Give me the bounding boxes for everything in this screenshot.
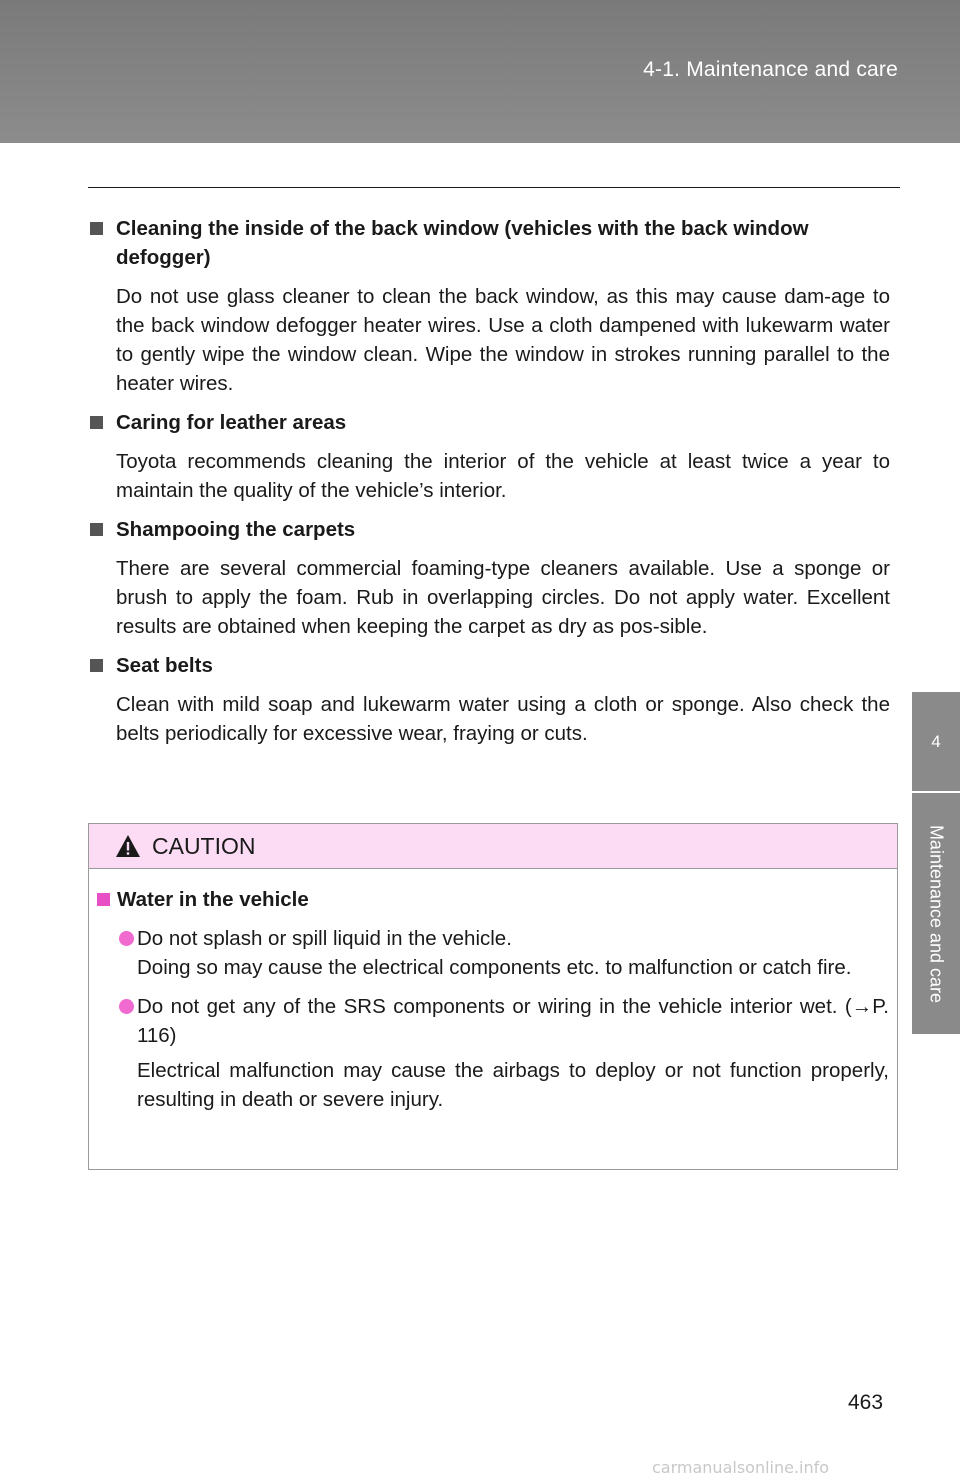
caution-bullet: Do not get any of the SRS components or wiring in the vehicle interior wet. (→P. 116) bbox=[97, 992, 889, 1050]
warning-triangle-icon bbox=[115, 834, 141, 858]
chapter-tab-number: 4 bbox=[912, 692, 960, 791]
round-bullet-icon bbox=[119, 999, 134, 1014]
square-bullet-icon bbox=[90, 659, 103, 672]
square-bullet-icon bbox=[90, 416, 103, 429]
watermark: carmanualsonline.info bbox=[652, 1458, 830, 1477]
section-heading-seat-belts: Seat belts bbox=[88, 651, 890, 680]
page-number: 463 bbox=[848, 1391, 884, 1414]
section-heading-leather: Caring for leather areas bbox=[88, 408, 890, 437]
section-heading-carpets: Shampooing the carpets bbox=[88, 515, 890, 544]
section-body-carpets: There are several commercial foaming-type cleaners available. Use a sponge or brush to apply the foam. Rub in overlapping circles. Do not apply water. Excellent results are obtained when keeping the carpet as dry as pos-sible. bbox=[116, 557, 890, 638]
header-rule bbox=[88, 187, 900, 188]
caution-bullet-detail: Electrical malfunction may cause the airbags to deploy or not function properly, resulting in death or severe injury. bbox=[137, 1059, 889, 1111]
caution-bullet: Do not splash or spill liquid in the vehicle. Doing so may cause the electrical components etc. to malfunction or catch fire. bbox=[97, 924, 889, 982]
caution-box bbox=[88, 823, 898, 1170]
round-bullet-icon bbox=[119, 931, 134, 946]
section-body-seat-belts: Clean with mild soap and lukewarm water using a cloth or sponge. Also check the belts periodically for excessive wear, fraying or cuts. bbox=[116, 693, 890, 745]
square-bullet-icon bbox=[97, 893, 110, 906]
caution-title: CAUTION bbox=[152, 833, 256, 859]
square-bullet-icon bbox=[90, 222, 103, 235]
chapter-tab bbox=[912, 793, 960, 1034]
section-title: 4-1. Maintenance and care bbox=[643, 58, 898, 81]
main-content bbox=[88, 214, 890, 758]
caution-heading: Water in the vehicle bbox=[97, 885, 889, 914]
square-bullet-icon bbox=[90, 523, 103, 536]
caution-header bbox=[89, 824, 897, 869]
chapter-tab-label: Maintenance and care bbox=[926, 824, 947, 1003]
caution-body bbox=[97, 885, 889, 1114]
section-heading-back-window: Cleaning the inside of the back window (vehicles with the back window defogger) bbox=[88, 214, 890, 272]
section-body-back-window: Do not use glass cleaner to clean the back window, as this may cause dam-age to the back window defogger heater wires. Use a cloth dampened with lukewarm water to gently wipe the window clean. Wipe the window in strokes running parallel to the heater wires. bbox=[116, 285, 890, 395]
section-body-leather: Toyota recommends cleaning the interior of the vehicle at least twice a year to maintain the quality of the vehicle’s interior. bbox=[116, 450, 890, 502]
